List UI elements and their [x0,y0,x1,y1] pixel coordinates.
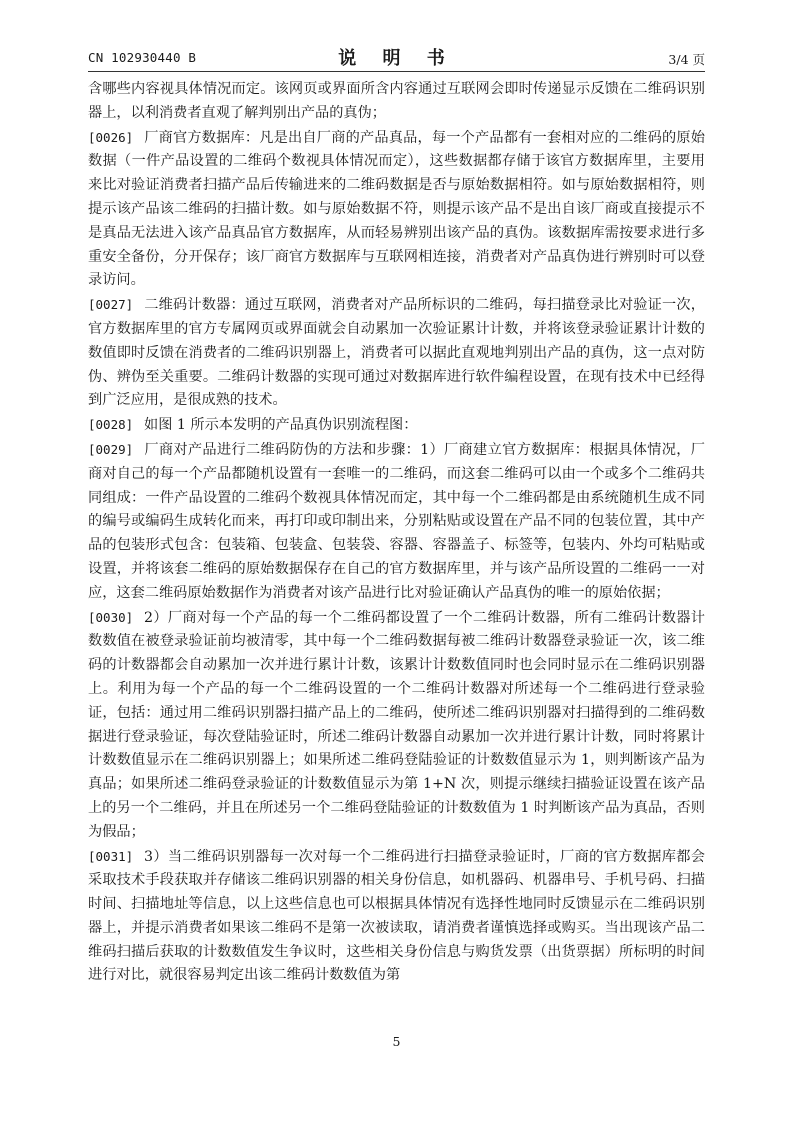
paragraph-text: 3）当二维码识别器每一次对每一个二维码进行扫描登录验证时，厂商的官方数据库都会采取技术手段获取并存储该二维码识别器的相关身份信息，如机器码、机器串号、手机号码、扫描时间、扫描地址等信息，以上这些信息也可以根据具体情况有选择性地同时反馈显示在二维码识别器上，并提示消费者如果该二维码不是第一次被读取，请消费者谨慎选择或购买。当出现该产品二维码扫描后获取的计数数值发生争议时，这些相关身份信息与购货发票（出货票据）所标明的时间进行对比，就很容易判定出该二维码计数数值为第 [88,848,705,984]
paragraph-number: [0027] [88,297,134,313]
page-number: 5 [392,1034,401,1049]
paragraph-text: 2）厂商对每一个产品的每一个二维码都设置了一个二维码计数器，所有二维码计数器计数数值在被登录验证前均被清零，其中每一个二维码数据每被二维码计数器登录验证一次，该二维码的计数器都会自动累加一次并进行累计计数，该累计计数数值同时也会同时显示在二维码识别器上。利用为每一个产品的每一个二维码设置的一个二维码计数器对所述每一个二维码进行登录验证，包括：通过用二维码识别器扫描产品上的二维码，使所述二维码识别器对扫描得到的二维码数据进行登录验证，每次登陆验证时，所述二维码计数器自动累加一次并进行累计计数，同时将累计计数数值显示在二维码识别器上；如果所述二维码登陆验证的计数数值显示为 1，则判断该产品为真品；如果所述二维码登录验证的计数数值显示为第 1+N 次，则提示继续扫描验证设置在该产品上的另一个二维码，并且在所述另一个二维码登陆验证的计数数值为 1 时判断该产品为真品，否则为假品； [88,609,705,840]
header-rule [88,71,705,72]
paragraph-0027 [88,293,705,413]
paragraph-number: [0031] [88,848,134,864]
paragraph-number: [0028] [88,417,134,433]
paragraph-0028 [88,413,705,438]
paragraph-number: [0030] [88,609,134,625]
paragraph-0030 [88,606,705,845]
page-indicator: 3/4 页 [668,52,705,67]
paragraph-text: 含哪些内容视具体情况而定。该网页或界面所含内容通过互联网会即时传递显示反馈在二维码识别器上，以利消费者直观了解判别出产品的真伪； [88,81,705,121]
paragraph-0026 [88,126,705,294]
paragraph-number: [0026] [88,129,134,145]
paragraph-text: 厂商对产品进行二维码防伪的方法和步骤：1）厂商建立官方数据库：根据具体情况，厂商对自己的每一个产品都随机设置有一套唯一的二维码，而这套二维码可以由一个或多个二维码共同组成：一件产品设置的二维码个数视具体情况而定，其中每一个二维码都是由系统随机生成不同的编号或编码生成转化而来，再打印或印制出来，分别粘贴或设置在产品不同的包装位置，其中产品的包装形式包含：包装箱、包装盒、包装袋、容器、容器盖子、标签等，包装内、外均可粘贴或设置，并将该套二维码的原始数据保存在自己的官方数据库里，并与该产品所设置的二维码一一对应，这套二维码原始数据作为消费者对该产品进行比对验证确认产品真伪的唯一的原始依据； [88,441,705,601]
paragraph-0031 [88,845,705,989]
paragraph-continuation [88,78,705,126]
paragraph-text: 二维码计数器：通过互联网，消费者对产品所标识的二维码，每扫描登录比对验证一次，官方数据库里的官方专属网页或界面就会自动累加一次验证累计计数，并将该登录验证累计计数的数值即时反馈在消费者的二维码识别器上，消费者可以据此直观地判别出产品的真伪，这一点对防伪、辨伪至关重要。二维码计数器的实现可通过对数据库进行软件编程设置，在现有技术中已经得到广泛应用，是很成熟的技术。 [88,297,705,409]
paragraph-text: 厂商官方数据库：凡是出自厂商的产品真品，每一个产品都有一套相对应的二维码的原始数据（一件产品设置的二维码个数视具体情况而定），这些数据都存储于该官方数据库里，主要用来比对验证消费者扫描产品后传输进来的二维码数据是否与原始数据相符。如与原始数据相符，则提示该产品该二维码的扫描计数。如与原始数据不符，则提示该产品不是出自该厂商或直接提示不是真品无法进入该产品真品官方数据库，从而轻易辨别出该产品的真伪。该数据库需按要求进行多重安全备份，分开保存；该厂商官方数据库与互联网相连接，消费者对产品真伪进行辨别时可以登录访问。 [88,129,705,289]
patent-number: CN 102930440 B [88,50,197,65]
document-title: 说 明 书 [338,48,455,69]
paragraph-0029 [88,438,705,606]
paragraph-text: 如图 1 所示本发明的产品真伪识别流程图： [144,417,418,434]
document-body [88,78,705,988]
page-header [88,44,705,72]
paragraph-number: [0029] [88,441,134,457]
page-footer [0,1034,793,1049]
